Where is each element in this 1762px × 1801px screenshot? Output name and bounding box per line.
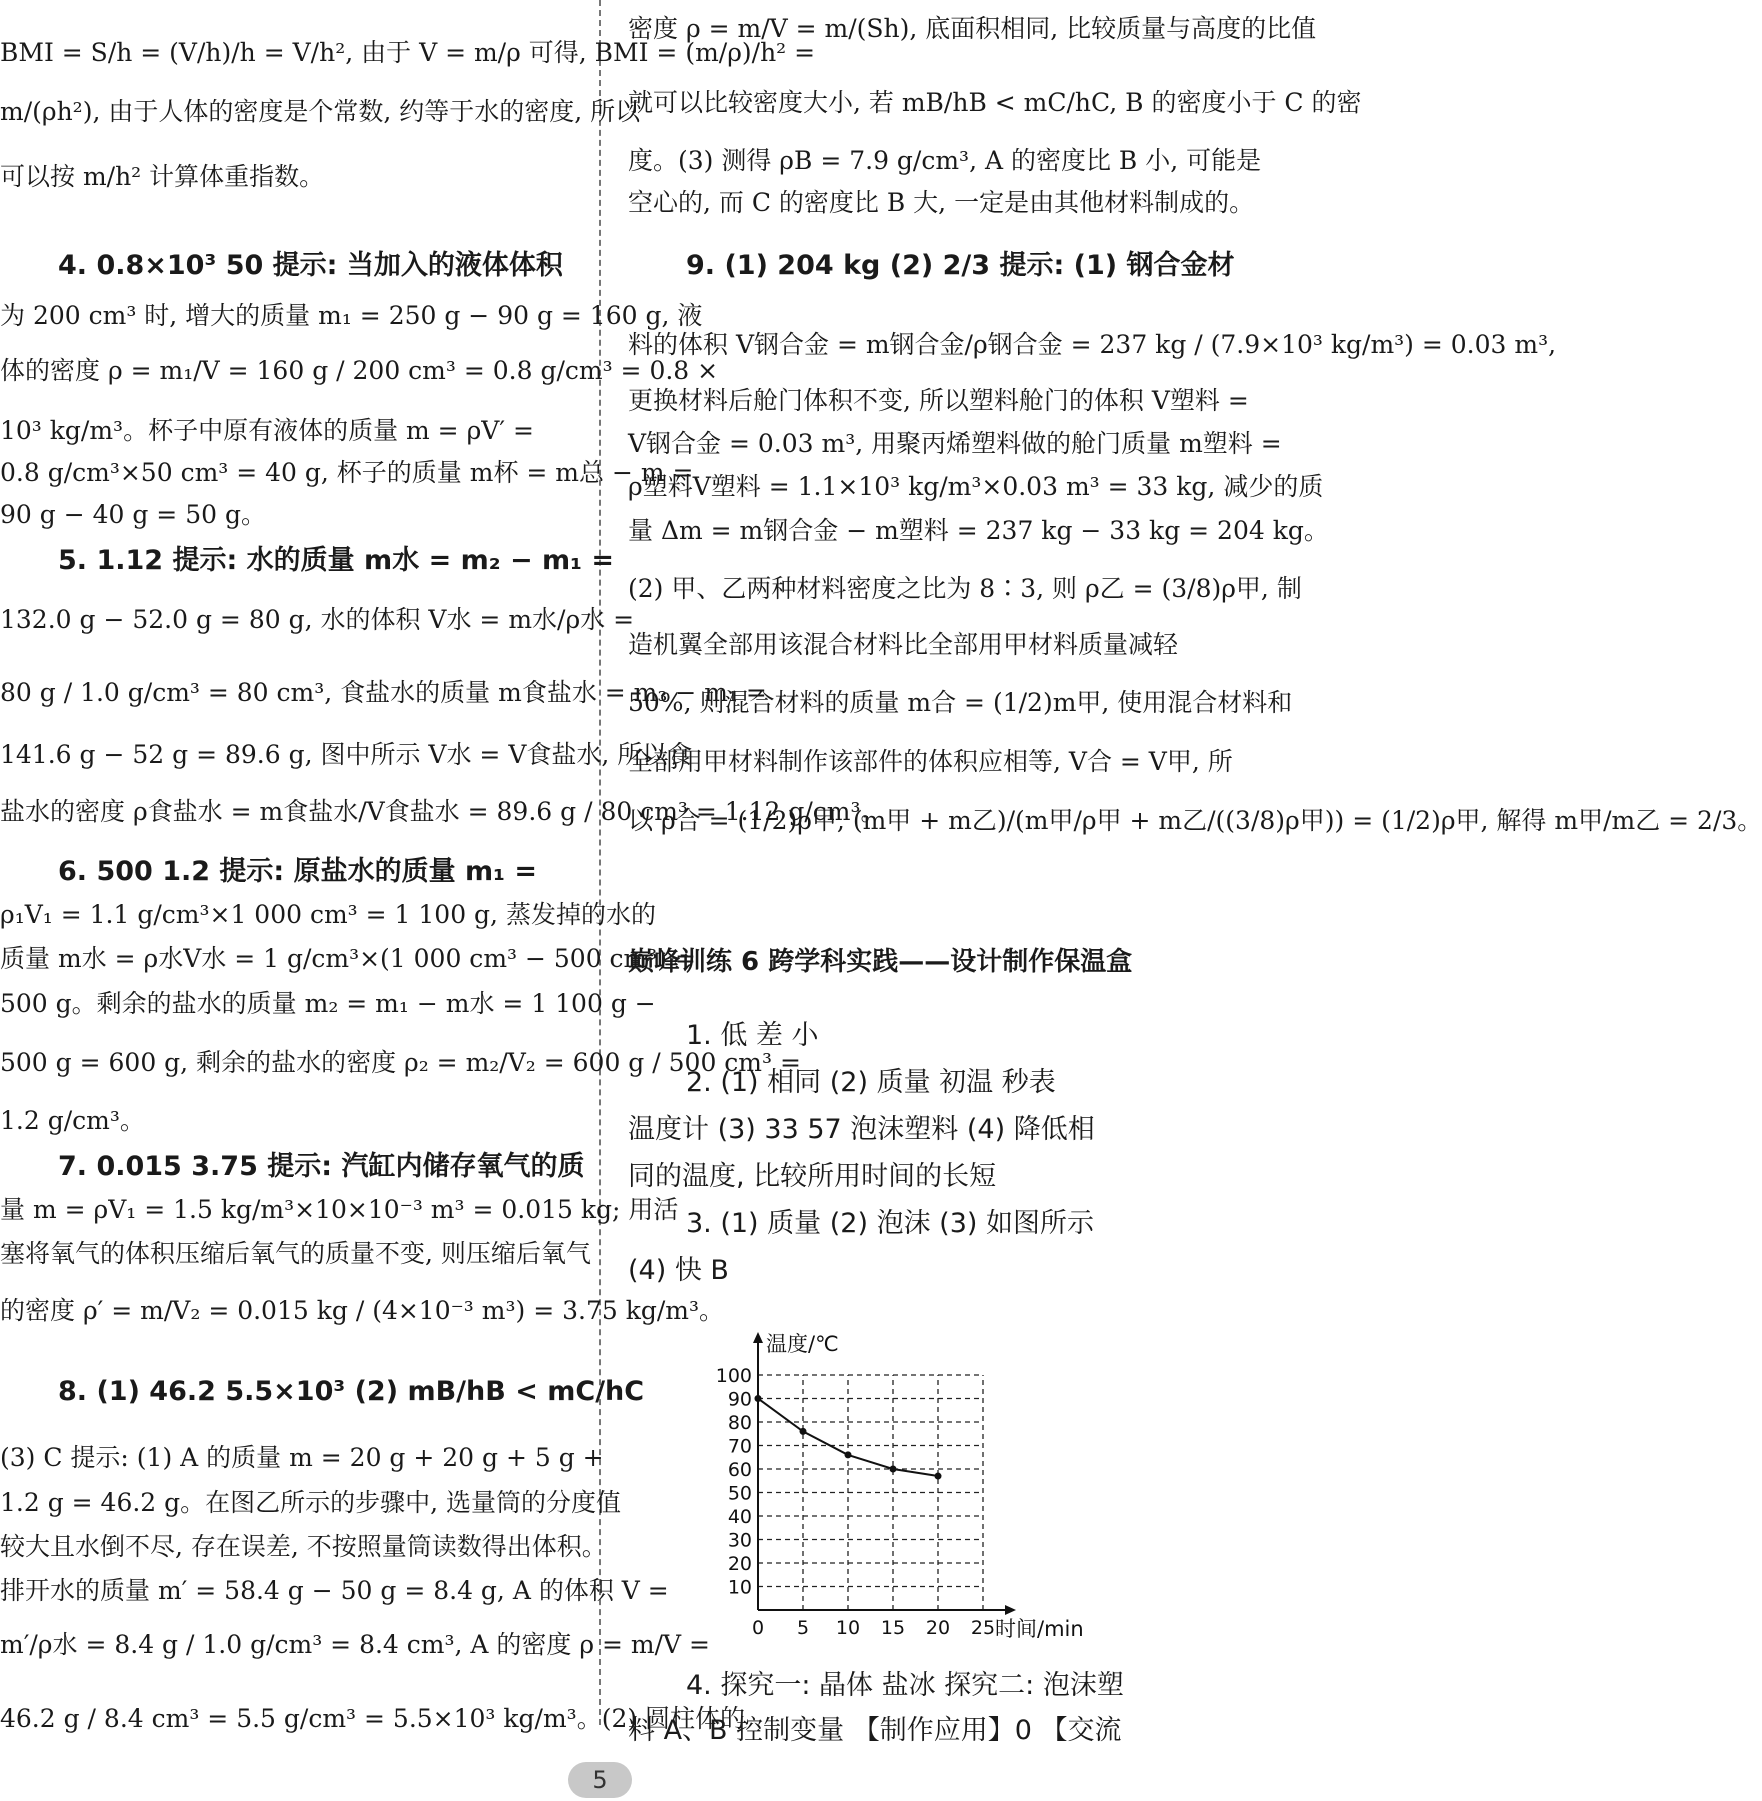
text-line: 以 ρ合 = (1/2)ρ甲, (m甲 + m乙)/(m甲/ρ甲 + m乙/((3/8)ρ甲)) = (1/2)ρ甲, 解得 m甲/m乙 = 2/3。 (628, 806, 1762, 835)
answer-8: 8. (1) 46.2 5.5×10³ (2) mB/hB < mC/hC (58, 1376, 645, 1407)
text-line: 80 g / 1.0 g/cm³ = 80 cm³, 食盐水的质量 m食盐水 = m₃ − m₁ = (0, 678, 767, 707)
x-tick-label: 25 (970, 1617, 996, 1639)
answer-line: 4. 探究一: 晶体 盐冰 探究二: 泡沫塑 (686, 1670, 1124, 1701)
x-tick-label: 5 (796, 1617, 810, 1639)
text-line: 可以按 m/h² 计算体重指数。 (0, 162, 325, 191)
data-point (890, 1466, 897, 1473)
text-line: 为 200 cm³ 时, 增大的质量 m₁ = 250 g − 90 g = 160 g, 液 (0, 301, 703, 330)
text-line: ρ塑料V塑料 = 1.1×10³ kg/m³×0.03 m³ = 33 kg, 减少的质 (628, 472, 1324, 501)
text-line: m′/ρ水 = 8.4 g / 1.0 g/cm³ = 8.4 cm³, A 的密度 ρ = m/V = (0, 1630, 710, 1659)
text-line: 的密度 ρ′ = m/V₂ = 0.015 kg / (4×10⁻³ m³) = 3.75 kg/m³。 (0, 1296, 725, 1325)
text-line: V钢合金 = 0.03 m³, 用聚丙烯塑料做的舱门质量 m塑料 = (628, 429, 1282, 458)
text-line: 500 g = 600 g, 剩余的盐水的密度 ρ₂ = m₂/V₂ = 600 g / 500 cm³ = (0, 1048, 801, 1077)
answer-line: 温度计 (3) 33 57 泡沫塑料 (4) 降低相 (628, 1114, 1095, 1145)
x-tick-label: 10 (835, 1617, 861, 1639)
text-line: 盐水的密度 ρ食盐水 = m食盐水/V食盐水 = 89.6 g / 80 cm³ = 1.12 g/cm³。 (0, 797, 886, 826)
text-line: 0.8 g/cm³×50 cm³ = 40 g, 杯子的质量 m杯 = m总 − m = (0, 458, 694, 487)
answer-7: 7. 0.015 3.75 提示: 汽缸内储存氧气的质 (58, 1151, 585, 1182)
text-line: 46.2 g / 8.4 cm³ = 5.5 g/cm³ = 5.5×10³ kg/m³。(2) 圆柱体的 (0, 1704, 746, 1733)
text-line: 排开水的质量 m′ = 58.4 g − 50 g = 8.4 g, A 的体积 V = (0, 1576, 669, 1605)
text-line: 50%, 则混合材料的质量 m合 = (1/2)m甲, 使用混合材料和 (628, 688, 1293, 717)
text-line: 造机翼全部用该混合材料比全部用甲材料质量减轻 (628, 630, 1179, 659)
data-point (935, 1473, 942, 1480)
text-line: 空心的, 而 C 的密度比 B 大, 一定是由其他材料制成的。 (628, 188, 1255, 217)
text-line: 500 g。剩余的盐水的质量 m₂ = m₁ − m水 = 1 100 g − (0, 989, 656, 1018)
y-tick-label: 100 (715, 1365, 752, 1387)
answer-5: 5. 1.12 提示: 水的质量 m水 = m₂ − m₁ = (58, 545, 614, 576)
y-tick-label: 10 (727, 1576, 752, 1599)
data-point (755, 1395, 762, 1402)
x-axis-arrow (1005, 1605, 1016, 1615)
page-number: 5 (568, 1762, 632, 1798)
text-line: 1.2 g = 46.2 g。在图乙所示的步骤中, 选量筒的分度值 (0, 1488, 622, 1517)
answer-line: 同的温度, 比较所用时间的长短 (628, 1161, 997, 1192)
answer-line: 2. (1) 相同 (2) 质量 初温 秒表 (686, 1067, 1056, 1098)
text-line: 全部用甲材料制作该部件的体积应相等, V合 = V甲, 所 (628, 747, 1233, 776)
answer-6: 6. 500 1.2 提示: 原盐水的质量 m₁ = (58, 856, 538, 887)
y-tick-label: 80 (727, 1412, 752, 1434)
y-axis-label: 温度/℃ (766, 1332, 839, 1356)
x-tick-label: 20 (925, 1617, 951, 1639)
text-line: 质量 m水 = ρ水V水 = 1 g/cm³×(1 000 cm³ − 500 cm³) = (0, 944, 696, 973)
text-line: 体的密度 ρ = m₁/V = 160 g / 200 cm³ = 0.8 g/cm³ = 0.8 × (0, 356, 719, 385)
x-tick-label: 0 (751, 1617, 765, 1639)
text-line: 量 Δm = m钢合金 − m塑料 = 237 kg − 33 kg = 204 kg。 (628, 516, 1329, 545)
y-tick-label: 50 (727, 1482, 752, 1505)
answer-line: 料 A、B 控制变量 【制作应用】0 【交流 (628, 1715, 1122, 1746)
data-point (845, 1451, 852, 1458)
text-line: 10³ kg/m³。杯子中原有液体的质量 m = ρV′ = (0, 416, 534, 445)
y-tick-label: 70 (727, 1435, 752, 1458)
y-tick-label: 40 (727, 1506, 752, 1528)
text-line: 141.6 g − 52 g = 89.6 g, 图中所示 V水 = V食盐水, 所以食 (0, 740, 693, 769)
text-line: m/(ρh²), 由于人体的密度是个常数, 约等于水的密度, 所以 (0, 97, 641, 126)
y-tick-label: 60 (727, 1459, 752, 1481)
text-line: 132.0 g − 52.0 g = 80 g, 水的体积 V水 = m水/ρ水 = (0, 605, 635, 634)
text-line: 较大且水倒不尽, 存在误差, 不按照量筒读数得出体积。 (0, 1532, 607, 1561)
text-line: (2) 甲、乙两种材料密度之比为 8∶3, 则 ρ乙 = (3/8)ρ甲, 制 (628, 574, 1302, 603)
data-point (800, 1428, 807, 1435)
text-line: 更换材料后舱门体积不变, 所以塑料舱门的体积 V塑料 = (628, 386, 1249, 415)
x-tick-label: 15 (880, 1617, 906, 1639)
text-line: BMI = S/h = (V/h)/h = V/h², 由于 V = m/ρ 可得, BMI = (m/ρ)/h² = (0, 38, 816, 67)
text-line: 料的体积 V钢合金 = m钢合金/ρ钢合金 = 237 kg / (7.9×10³ kg/m³) = 0.03 m³, (628, 330, 1557, 359)
y-tick-label: 90 (727, 1388, 752, 1411)
y-tick-label: 20 (727, 1553, 752, 1575)
text-line: 就可以比较密度大小, 若 mB/hB < mC/hC, B 的密度小于 C 的密 (628, 88, 1362, 117)
text-line: 塞将氧气的体积压缩后氧气的质量不变, 则压缩后氧气 (0, 1239, 591, 1268)
answer-9: 9. (1) 204 kg (2) 2/3 提示: (1) 钢合金材 (686, 250, 1235, 281)
text-line: 90 g − 40 g = 50 g。 (0, 500, 266, 529)
answer-line: 1. 低 差 小 (686, 1020, 819, 1051)
text-line: 度。(3) 测得 ρB = 7.9 g/cm³, A 的密度比 B 小, 可能是 (628, 146, 1262, 175)
text-line: 量 m = ρV₁ = 1.5 kg/m³×10×10⁻³ m³ = 0.015 kg; 用活 (0, 1195, 679, 1224)
y-axis-arrow (753, 1332, 763, 1343)
text-line: (3) C 提示: (1) A 的质量 m = 20 g + 20 g + 5 g + (0, 1443, 604, 1472)
text-line: ρ₁V₁ = 1.1 g/cm³×1 000 cm³ = 1 100 g, 蒸发掉的水的 (0, 900, 656, 929)
x-axis-label: 时间/min (995, 1617, 1084, 1641)
answer-4: 4. 0.8×10³ 50 提示: 当加入的液体体积 (58, 250, 563, 281)
y-tick-label: 30 (727, 1529, 752, 1552)
answer-line: (4) 快 B (628, 1255, 729, 1286)
answer-line: 3. (1) 质量 (2) 泡沫 (3) 如图所示 (686, 1208, 1094, 1239)
temperature-chart (700, 1310, 1120, 1655)
text-line: 密度 ρ = m/V = m/(Sh), 底面积相同, 比较质量与高度的比值 (628, 14, 1317, 43)
text-line: 1.2 g/cm³。 (0, 1106, 145, 1135)
section-title: 巅峰训练 6 跨学科实践——设计制作保温盒 (628, 947, 1133, 977)
